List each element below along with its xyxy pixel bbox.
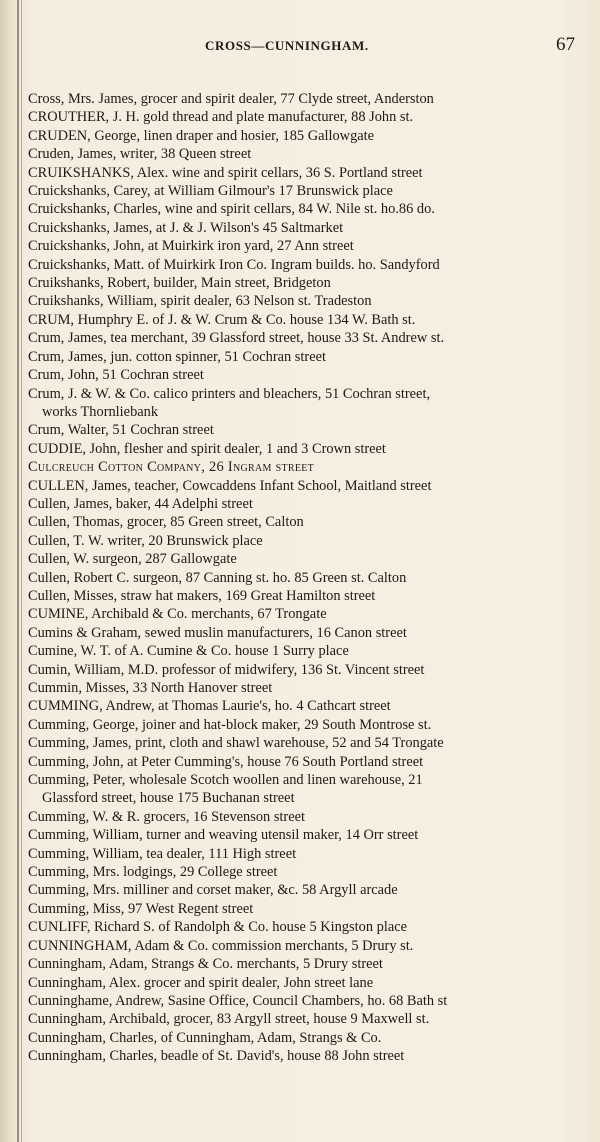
directory-entry: Cumming, James, print, cloth and shawl warehouse, 52 and 54 Trongate xyxy=(28,735,444,752)
directory-entry: Cumming, Peter, wholesale Scotch woollen and linen warehouse, 21 xyxy=(28,772,423,789)
directory-entry: Cullen, Robert C. surgeon, 87 Canning st. ho. 85 Green st. Calton xyxy=(28,569,407,586)
directory-entry: CROUTHER, J. H. gold thread and plate manufacturer, 88 John st. xyxy=(28,109,414,126)
directory-entry: Cumming, John, at Peter Cumming's, house 76 South Portland street xyxy=(28,753,424,770)
directory-entry: Cumming, W. & R. grocers, 16 Stevenson street xyxy=(28,808,305,825)
directory-entry: CULLEN, James, teacher, Cowcaddens Infant School, Maitland street xyxy=(28,477,432,494)
directory-entry: Cruickshanks, John, at Muirkirk iron yard, 27 Ann street xyxy=(28,238,354,255)
directory-entry: Cummin, Misses, 33 North Hanover street xyxy=(28,680,273,696)
directory-entry: Cruikshanks, William, spirit dealer, 63 Nelson st. Tradeston xyxy=(28,293,372,310)
directory-entry: CRUM, Humphry E. of J. & W. Crum & Co. house 134 W. Bath st. xyxy=(28,311,416,328)
directory-entry: Crum, J. & W. & Co. calico printers and bleachers, 51 Cochran street, xyxy=(28,385,431,402)
directory-entries xyxy=(28,90,588,1066)
binding-gutter-inner xyxy=(21,0,22,1142)
directory-entry: Cunningham, Charles, beadle of St. David's, house 88 John street xyxy=(28,1048,405,1065)
directory-entry: Cumming, Mrs. milliner and corset maker, &c. 58 Argyll arcade xyxy=(28,882,398,899)
directory-entry: Cunningham, Archibald, grocer, 83 Argyll street, house 9 Maxwell st. xyxy=(28,1011,430,1028)
running-head: CROSS—CUNNINGHAM. xyxy=(205,38,369,53)
directory-entry: CRUDEN, George, linen draper and hosier, 185 Gallowgate xyxy=(28,127,375,144)
directory-entry: Cunningham, Alex. grocer and spirit dealer, John street lane xyxy=(28,974,374,991)
directory-entry: CUNNINGHAM, Adam & Co. commission merchants, 5 Drury st. xyxy=(28,937,414,954)
directory-entry: Cumming, George, joiner and hat-block maker, 29 South Montrose st. xyxy=(28,716,432,733)
directory-entry: Cullen, Misses, straw hat makers, 169 Great Hamilton street xyxy=(28,587,376,604)
directory-entry: Cruickshanks, Charles, wine and spirit cellars, 84 W. Nile st. ho.86 do. xyxy=(28,201,435,218)
directory-entry: Cumming, Mrs. lodgings, 29 College street xyxy=(28,864,278,881)
directory-entry: Cumine, W. T. of A. Cumine & Co. house 1 Surry place xyxy=(28,643,349,660)
directory-entry-continuation: works Thornliebank xyxy=(42,403,159,420)
directory-entry: Cullen, W. surgeon, 287 Gallowgate xyxy=(28,551,237,568)
directory-entry: Crum, James, tea merchant, 39 Glassford street, house 33 St. Andrew st. xyxy=(28,330,445,347)
directory-entry: Cross, Mrs. James, grocer and spirit dealer, 77 Clyde street, Anderston xyxy=(28,91,434,107)
directory-entry: Cruickshanks, Carey, at William Gilmour's 17 Brunswick place xyxy=(28,183,393,200)
page-number: 67 xyxy=(556,34,575,55)
directory-entry-continuation: Glassford street, house 175 Buchanan street xyxy=(42,790,295,807)
directory-entry: Crum, James, jun. cotton spinner, 51 Cochran street xyxy=(28,348,326,365)
directory-entry: Cumming, William, turner and weaving utensil maker, 14 Orr street xyxy=(28,827,419,844)
directory-entry: Cumins & Graham, sewed muslin manufacturers, 16 Canon street xyxy=(28,624,407,641)
directory-entry: Cullen, T. W. writer, 20 Brunswick place xyxy=(28,532,263,549)
directory-entry: Cunningham, Adam, Strangs & Co. merchants, 5 Drury street xyxy=(28,956,383,973)
binding-gutter xyxy=(17,0,19,1142)
directory-entry: CUDDIE, John, flesher and spirit dealer, 1 and 3 Crown street xyxy=(28,440,386,457)
directory-entry: Cruickshanks, Matt. of Muirkirk Iron Co. Ingram builds. ho. Sandyford xyxy=(28,256,440,273)
directory-entry: Cullen, Thomas, grocer, 85 Green street, Calton xyxy=(28,514,304,531)
directory-entry: Culcreuch Cotton Company, 26 Ingram street xyxy=(28,459,315,476)
directory-entry: CUMMING, Andrew, at Thomas Laurie's, ho. 4 Cathcart street xyxy=(28,698,391,715)
directory-entry: Cumin, William, M.D. professor of midwifery, 136 St. Vincent street xyxy=(28,661,425,678)
directory-entry: Crum, Walter, 51 Cochran street xyxy=(28,422,214,439)
directory-entry: CUNLIFF, Richard S. of Randolph & Co. house 5 Kingston place xyxy=(28,919,407,936)
directory-entry: Cruickshanks, James, at J. & J. Wilson's 45 Saltmarket xyxy=(28,219,344,236)
directory-entry: CRUIKSHANKS, Alex. wine and spirit cellars, 36 S. Portland street xyxy=(28,164,423,181)
directory-entry: Cullen, James, baker, 44 Adelphi street xyxy=(28,495,253,512)
directory-entry: Cruikshanks, Robert, builder, Main street, Bridgeton xyxy=(28,275,331,292)
directory-entry: Crum, John, 51 Cochran street xyxy=(28,367,204,384)
directory-entry: Cumming, William, tea dealer, 111 High street xyxy=(28,845,297,862)
directory-entry: Cruden, James, writer, 38 Queen street xyxy=(28,146,252,163)
directory-entry: Cumming, Miss, 97 West Regent street xyxy=(28,900,254,917)
directory-entry: Cunninghame, Andrew, Sasine Office, Council Chambers, ho. 68 Bath st xyxy=(28,992,448,1009)
directory-entry: Cunningham, Charles, of Cunningham, Adam, Strangs & Co. xyxy=(28,1029,382,1046)
directory-entry: CUMINE, Archibald & Co. merchants, 67 Trongate xyxy=(28,606,327,623)
page-header xyxy=(0,34,600,58)
